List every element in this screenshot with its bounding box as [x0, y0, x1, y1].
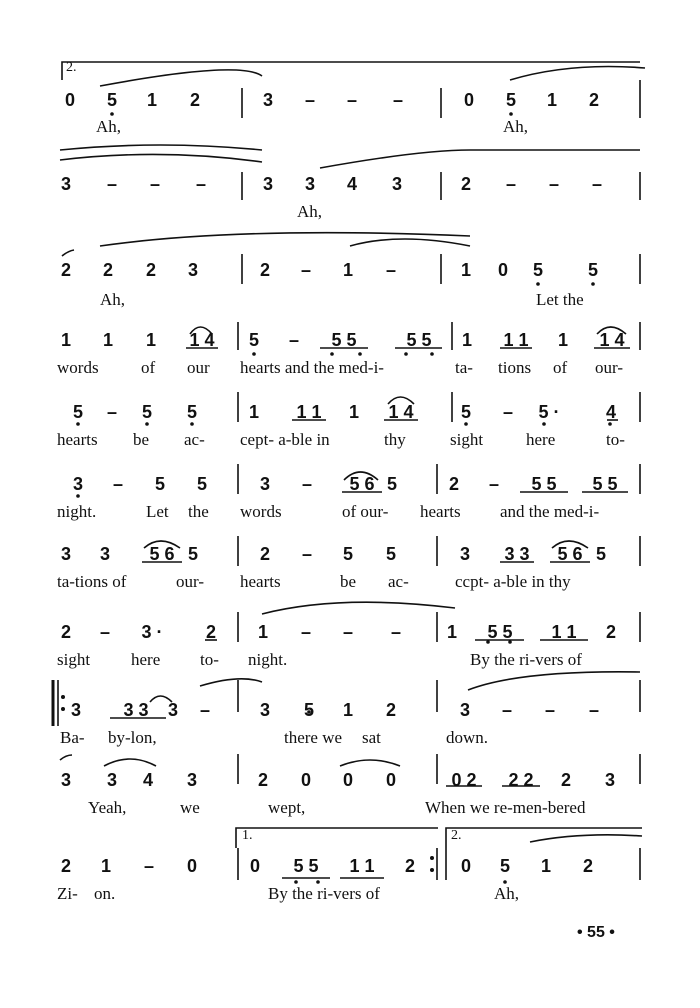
- note: 0: [342, 770, 354, 790]
- note-dash: –: [288, 330, 300, 350]
- note-dash: –: [112, 474, 124, 494]
- note-dash: –: [99, 622, 111, 642]
- lyric: to-: [606, 430, 625, 449]
- note: 2: [205, 622, 217, 642]
- note: 5: [532, 260, 544, 280]
- lyric: ccpt- a-ble in thy: [455, 572, 571, 591]
- note: 1: [248, 402, 260, 422]
- note-dotted: 3 ·: [141, 622, 163, 642]
- note: 1: [342, 700, 354, 720]
- lyric: ac-: [388, 572, 409, 591]
- note: 2: [385, 700, 397, 720]
- lyric: here: [131, 650, 161, 669]
- note: 2: [404, 856, 416, 876]
- lyric: sat: [362, 728, 381, 747]
- lyric: of: [553, 358, 568, 377]
- note: 2: [60, 260, 72, 280]
- note-dash: –: [195, 174, 207, 194]
- note-dash: –: [346, 90, 358, 110]
- note: 5: [154, 474, 166, 494]
- note-dash: –: [304, 90, 316, 110]
- note: 3: [99, 544, 111, 564]
- note-dash: –: [390, 622, 402, 642]
- note: 5: [72, 402, 84, 422]
- note-dash: –: [143, 856, 155, 876]
- note: 3: [459, 700, 471, 720]
- note: 0: [385, 770, 397, 790]
- note: 2: [605, 622, 617, 642]
- note: 2: [259, 544, 271, 564]
- note: 3: [60, 770, 72, 790]
- note-dash: –: [505, 174, 517, 194]
- lyric: By the ri-vers of: [268, 884, 380, 903]
- note: 5: [106, 90, 118, 110]
- lyric: and the med-i-: [500, 502, 600, 521]
- note: 2: [257, 770, 269, 790]
- note: 3: [167, 700, 179, 720]
- note: 4: [142, 770, 154, 790]
- lyric: of: [141, 358, 156, 377]
- lyric: our: [187, 358, 210, 377]
- note: 0: [300, 770, 312, 790]
- note: 1: [461, 330, 473, 350]
- note-dash: –: [199, 700, 211, 720]
- note: 5: [196, 474, 208, 494]
- note-group: 1 4: [189, 330, 215, 350]
- note: 5: [342, 544, 354, 564]
- note: 2: [460, 174, 472, 194]
- lyric: by-lon,: [108, 728, 157, 747]
- note: 2: [60, 856, 72, 876]
- note-group: 1 1: [296, 402, 322, 422]
- note: 3: [187, 260, 199, 280]
- note: 2: [189, 90, 201, 110]
- lyric: sight: [57, 650, 91, 669]
- note: 3: [304, 174, 316, 194]
- note-group: 1 4: [599, 330, 625, 350]
- note: 2: [582, 856, 594, 876]
- note-dash: –: [342, 622, 354, 642]
- lyric: ta-tions of: [57, 572, 127, 591]
- note-group: 5 6: [557, 544, 583, 564]
- lyric: thy: [384, 430, 406, 449]
- note-group: 2 2: [508, 770, 534, 790]
- note-group: 5 5: [592, 474, 618, 494]
- lyric: night.: [248, 650, 288, 669]
- note: 3: [259, 700, 271, 720]
- lyric: on.: [94, 884, 116, 903]
- note-dotted: 5 ·: [538, 402, 560, 422]
- note: 3: [604, 770, 616, 790]
- note-group: 5 6: [349, 474, 375, 494]
- volta-label: 2.: [66, 60, 77, 75]
- note: 3: [106, 770, 118, 790]
- lyric: of our-: [342, 502, 389, 521]
- note-group: 1 1: [503, 330, 529, 350]
- note: 3: [60, 174, 72, 194]
- note: 5: [385, 544, 397, 564]
- note: 1: [540, 856, 552, 876]
- lyric: Let: [146, 502, 169, 521]
- note: 0: [463, 90, 475, 110]
- note-dash: –: [591, 174, 603, 194]
- note: 5: [587, 260, 599, 280]
- note: 3: [186, 770, 198, 790]
- lyric: wept,: [268, 798, 306, 817]
- note-dash: –: [301, 544, 313, 564]
- note-group: 1 1: [551, 622, 577, 642]
- note: 2: [102, 260, 114, 280]
- lyric: hearts: [240, 572, 281, 591]
- note: 1: [60, 330, 72, 350]
- note: 1: [100, 856, 112, 876]
- note: 3: [391, 174, 403, 194]
- note: 3: [262, 90, 274, 110]
- lyric: words: [240, 502, 282, 521]
- note: 1: [257, 622, 269, 642]
- lyric: Ah,: [96, 117, 122, 136]
- note: 2: [60, 622, 72, 642]
- lyric: our-: [176, 572, 204, 591]
- note: 5: [386, 474, 398, 494]
- lyric: tions: [498, 358, 532, 377]
- note-dash: –: [300, 622, 312, 642]
- lyric: Yeah,: [88, 798, 127, 817]
- note: 4: [605, 402, 617, 422]
- note: 5: [460, 402, 472, 422]
- note: 1: [348, 402, 360, 422]
- lyric: sight: [450, 430, 484, 449]
- note: 1: [146, 90, 158, 110]
- note: 1: [102, 330, 114, 350]
- note: 2: [588, 90, 600, 110]
- note-group: 5 5: [293, 856, 319, 876]
- note: 2: [259, 260, 271, 280]
- lyric: be: [340, 572, 357, 591]
- lyric: When we re-men-bered: [425, 798, 586, 817]
- note: 5: [187, 544, 199, 564]
- note-dash: –: [300, 260, 312, 280]
- note: 5: [505, 90, 517, 110]
- lyric: Ba-: [60, 728, 85, 747]
- note: 4: [346, 174, 358, 194]
- lyric: to-: [200, 650, 219, 669]
- note-dash: –: [501, 700, 513, 720]
- note: 3: [60, 544, 72, 564]
- note: 5: [248, 330, 260, 350]
- note-group: 3 3: [504, 544, 530, 564]
- note-dash: –: [544, 700, 556, 720]
- note: 1: [145, 330, 157, 350]
- note: 3: [70, 700, 82, 720]
- note-dash: –: [548, 174, 560, 194]
- note: 1: [557, 330, 569, 350]
- lyric: ac-: [184, 430, 205, 449]
- page-number: • 55 •: [577, 924, 615, 941]
- note-group: 0 2: [451, 770, 477, 790]
- volta-label: 2.: [451, 828, 462, 843]
- note: 5: [141, 402, 153, 422]
- note: 1: [460, 260, 472, 280]
- note-group: 5 5: [487, 622, 513, 642]
- note: 2: [448, 474, 460, 494]
- lyric: Ah,: [494, 884, 520, 903]
- lyric: night.: [57, 502, 97, 521]
- lyric: we: [180, 798, 200, 817]
- note-group: 1 4: [388, 402, 414, 422]
- lyric: down.: [446, 728, 489, 747]
- note: 5: [499, 856, 511, 876]
- lyric: the: [188, 502, 209, 521]
- lyric: words: [57, 358, 99, 377]
- note: 5: [186, 402, 198, 422]
- note-dash: –: [106, 174, 118, 194]
- note-group: 3 3: [123, 700, 149, 720]
- note: 0: [64, 90, 76, 110]
- lyric: here: [526, 430, 556, 449]
- lyric: hearts: [57, 430, 98, 449]
- note: 0: [186, 856, 198, 876]
- note: 5: [303, 700, 315, 720]
- note: 0: [249, 856, 261, 876]
- note: 0: [497, 260, 509, 280]
- lyric: cept- a-ble in: [240, 430, 330, 449]
- note: 3: [72, 474, 84, 494]
- note-dash: –: [502, 402, 514, 422]
- note: 0: [460, 856, 472, 876]
- note-dash: –: [588, 700, 600, 720]
- lyric: Ah,: [297, 202, 323, 221]
- lyric: hearts: [420, 502, 461, 521]
- lyric: hearts and the med-i-: [240, 358, 384, 377]
- note-dash: –: [106, 402, 118, 422]
- note: 2: [560, 770, 572, 790]
- note-dash: –: [488, 474, 500, 494]
- note-group: 5 5: [331, 330, 357, 350]
- note: 2: [145, 260, 157, 280]
- note-dash: –: [392, 90, 404, 110]
- lyric: ta-: [455, 358, 473, 377]
- note: 1: [546, 90, 558, 110]
- lyric: Let the: [536, 290, 584, 309]
- note: 3: [459, 544, 471, 564]
- note-dash: –: [385, 260, 397, 280]
- note: 1: [446, 622, 458, 642]
- lyric: Ah,: [100, 290, 126, 309]
- lyric: Ah,: [503, 117, 529, 136]
- note-group: 5 5: [531, 474, 557, 494]
- lyric: our-: [595, 358, 623, 377]
- lyric: there we: [284, 728, 343, 747]
- note-group: 5 5: [406, 330, 432, 350]
- lyric: be: [133, 430, 150, 449]
- volta-label: 1.: [242, 828, 253, 843]
- note-dash: –: [301, 474, 313, 494]
- lyric: Zi-: [57, 884, 78, 903]
- note: 3: [262, 174, 274, 194]
- note: 5: [595, 544, 607, 564]
- note-dash: –: [149, 174, 161, 194]
- note: 3: [259, 474, 271, 494]
- note-group: 5 6: [149, 544, 175, 564]
- lyric: By the ri-vers of: [470, 650, 582, 669]
- note-group: 1 1: [349, 856, 375, 876]
- note: 1: [342, 260, 354, 280]
